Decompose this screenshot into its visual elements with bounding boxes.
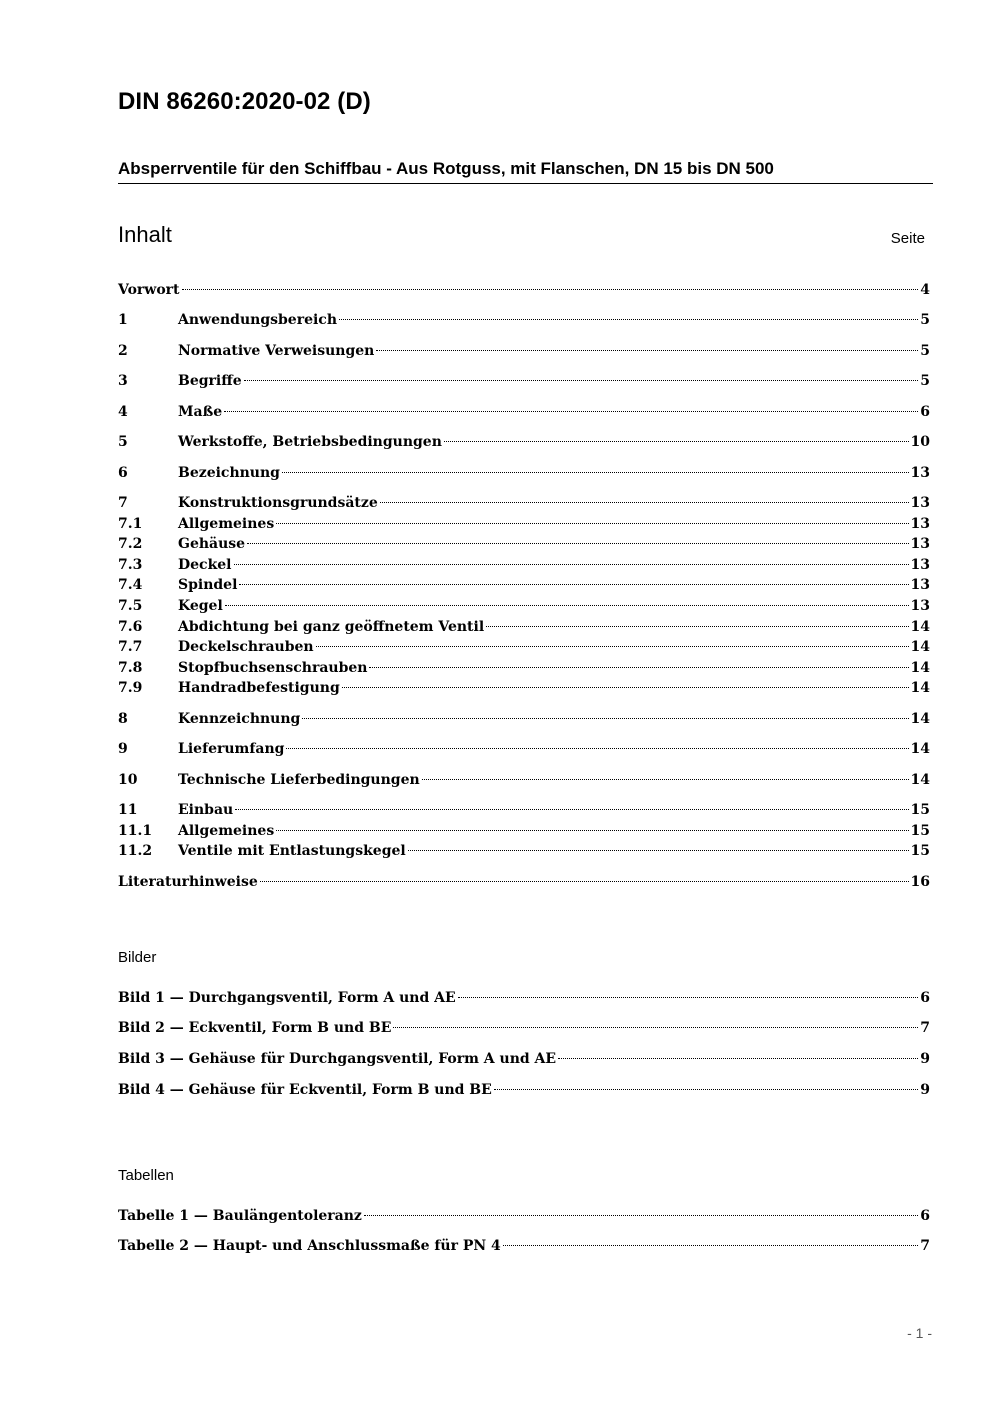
entry-number: 7.2 — [118, 536, 143, 552]
entry-page: 7 — [920, 1238, 930, 1254]
toc-entry[interactable] — [118, 402, 930, 422]
entry-title: Werkstoffe, Betriebsbedingungen — [178, 434, 442, 450]
entry-title: Deckel — [178, 557, 232, 573]
page-column-heading: Seite — [890, 230, 925, 247]
toc-entry[interactable] — [118, 617, 930, 637]
entry-page: 13 — [910, 598, 930, 614]
dot-leader — [380, 502, 909, 503]
toc-entry[interactable] — [118, 739, 930, 759]
dot-leader — [342, 687, 909, 688]
dot-leader — [376, 350, 918, 351]
dot-leader — [182, 289, 919, 290]
figure-entry[interactable] — [118, 1080, 930, 1100]
entry-page: 14 — [910, 660, 930, 676]
entry-page: 14 — [910, 741, 930, 757]
entry-number: 11 — [118, 802, 138, 818]
dot-leader — [302, 718, 908, 719]
entry-page: 5 — [920, 312, 930, 328]
entry-number: 7.9 — [118, 680, 143, 696]
dot-leader — [422, 779, 909, 780]
dot-leader — [247, 543, 908, 544]
entry-number: 7.4 — [118, 577, 143, 593]
tables-heading: Tabellen — [118, 1167, 174, 1184]
entry-number: 11.1 — [118, 823, 153, 839]
dot-leader — [276, 830, 908, 831]
toc-entry[interactable] — [118, 341, 930, 361]
entry-title: Abdichtung bei ganz geöffnetem Ventil — [178, 619, 485, 635]
toc-entry[interactable] — [118, 709, 930, 729]
toc-entry[interactable] — [118, 658, 930, 678]
entry-title: Einbau — [178, 802, 234, 818]
toc-entry[interactable] — [118, 371, 930, 391]
entry-title: Handradbefestigung — [178, 680, 340, 696]
entry-title: Technische Lieferbedingungen — [178, 772, 420, 788]
toc-entry[interactable] — [118, 534, 930, 554]
entry-title: Allgemeines — [178, 516, 275, 532]
entry-title: Stopfbuchsenschrauben — [178, 660, 368, 676]
entry-title: Bild 3 — Gehäuse für Durchgangsventil, Form A und AE — [118, 1051, 557, 1067]
entry-number: 3 — [118, 373, 128, 389]
entry-page: 9 — [920, 1051, 930, 1067]
entry-title: Konstruktionsgrundsätze — [178, 495, 378, 511]
entry-title: Normative Verweisungen — [178, 343, 375, 359]
entry-page: 5 — [920, 373, 930, 389]
entry-number: 6 — [118, 465, 128, 481]
entry-page: 14 — [910, 711, 930, 727]
entry-number: 2 — [118, 343, 128, 359]
entry-page: 14 — [910, 619, 930, 635]
dot-leader — [458, 997, 919, 998]
entry-page: 13 — [910, 577, 930, 593]
dot-leader — [276, 523, 908, 524]
entry-page: 13 — [910, 557, 930, 573]
dot-leader — [260, 881, 909, 882]
dot-leader — [225, 605, 909, 606]
dot-leader — [286, 748, 908, 749]
toc-entry[interactable] — [118, 575, 930, 595]
toc-entry[interactable] — [118, 280, 930, 300]
entry-number: 1 — [118, 312, 128, 328]
entry-page: 9 — [920, 1082, 930, 1098]
toc-entry[interactable] — [118, 770, 930, 790]
toc-entry[interactable] — [118, 872, 930, 892]
entry-number: 7.1 — [118, 516, 143, 532]
entry-number: 7.3 — [118, 557, 143, 573]
document-id: DIN 86260:2020-02 (D) — [118, 88, 371, 115]
entry-number: 4 — [118, 404, 128, 420]
entry-title: Bezeichnung — [178, 465, 280, 481]
entry-page: 6 — [920, 1208, 930, 1224]
entry-title: Bild 1 — Durchgangsventil, Form A und AE — [118, 990, 456, 1006]
entry-page: 14 — [910, 639, 930, 655]
toc-entry[interactable] — [118, 821, 930, 841]
dot-leader — [444, 441, 909, 442]
dot-leader — [239, 584, 908, 585]
entry-page: 13 — [910, 495, 930, 511]
toc-entry[interactable] — [118, 800, 930, 820]
entry-title: Spindel — [178, 577, 238, 593]
figures-heading: Bilder — [118, 949, 157, 966]
entry-number: 7.7 — [118, 639, 143, 655]
entry-number: 10 — [118, 772, 138, 788]
entry-title: Lieferumfang — [178, 741, 285, 757]
figure-entry[interactable] — [118, 1049, 930, 1069]
toc-entry[interactable] — [118, 637, 930, 657]
entry-title: Begriffe — [178, 373, 242, 389]
entry-number: 5 — [118, 434, 128, 450]
toc-entry[interactable] — [118, 555, 930, 575]
toc-entry[interactable] — [118, 841, 930, 861]
dot-leader — [494, 1089, 918, 1090]
entry-title: Bild 2 — Eckventil, Form B und BE — [118, 1020, 392, 1036]
dot-leader — [408, 850, 909, 851]
toc-entry[interactable] — [118, 493, 930, 513]
entry-page: 14 — [910, 772, 930, 788]
entry-page: 6 — [920, 404, 930, 420]
entry-page: 6 — [920, 990, 930, 1006]
entry-page: 10 — [910, 434, 930, 450]
entry-title: Literaturhinweise — [118, 874, 258, 890]
entry-title: Maße — [178, 404, 223, 420]
entry-title: Allgemeines — [178, 823, 275, 839]
entry-number: 7.8 — [118, 660, 143, 676]
entry-page: 5 — [920, 343, 930, 359]
dot-leader — [244, 380, 919, 381]
entry-title: Anwendungsbereich — [178, 312, 337, 328]
entry-number: 7 — [118, 495, 128, 511]
dot-leader — [486, 626, 908, 627]
toc-entry[interactable] — [118, 596, 930, 616]
entry-page: 13 — [910, 536, 930, 552]
entry-number: 11.2 — [118, 843, 153, 859]
dot-leader — [364, 1215, 918, 1216]
entry-title: Kennzeichnung — [178, 711, 301, 727]
page-number: - 1 - — [907, 1325, 932, 1341]
entry-number: 9 — [118, 741, 128, 757]
dot-leader — [234, 564, 909, 565]
entry-title: Tabelle 1 — Baulängentoleranz — [118, 1208, 362, 1224]
entry-title: Gehäuse — [178, 536, 246, 552]
entry-title: Vorwort — [118, 282, 180, 298]
toc-entry[interactable] — [118, 310, 930, 330]
toc-entry[interactable] — [118, 678, 930, 698]
entry-number: 7.5 — [118, 598, 143, 614]
table-entry[interactable] — [118, 1236, 930, 1256]
dot-leader — [235, 809, 908, 810]
dot-leader — [282, 472, 909, 473]
dot-leader — [393, 1027, 918, 1028]
toc-entry[interactable] — [118, 432, 930, 452]
entry-title: Ventile mit Entlastungskegel — [178, 843, 406, 859]
table-entry[interactable] — [118, 1206, 930, 1226]
figure-entry[interactable] — [118, 1018, 930, 1038]
toc-entry[interactable] — [118, 463, 930, 483]
entry-page: 15 — [910, 802, 930, 818]
figure-entry[interactable] — [118, 988, 930, 1008]
entry-page: 13 — [910, 465, 930, 481]
entry-title: Kegel — [178, 598, 223, 614]
entry-page: 4 — [920, 282, 930, 298]
dot-leader — [558, 1058, 918, 1059]
entry-number: 8 — [118, 711, 128, 727]
entry-page: 15 — [910, 823, 930, 839]
entry-page: 13 — [910, 516, 930, 532]
entry-number: 7.6 — [118, 619, 143, 635]
dot-leader — [369, 667, 908, 668]
entry-title: Deckelschrauben — [178, 639, 314, 655]
entry-page: 15 — [910, 843, 930, 859]
dot-leader — [224, 411, 918, 412]
toc-entry[interactable] — [118, 514, 930, 534]
toc-heading: Inhalt — [118, 222, 172, 247]
dot-leader — [316, 646, 909, 647]
entry-title: Tabelle 2 — Haupt- und Anschlussmaße für PN 4 — [118, 1238, 501, 1254]
entry-page: 16 — [910, 874, 930, 890]
document-subtitle: Absperrventile für den Schiffbau - Aus Rotguss, mit Flanschen, DN 15 bis DN 500 — [118, 159, 933, 184]
dot-leader — [339, 319, 918, 320]
entry-title: Bild 4 — Gehäuse für Eckventil, Form B und BE — [118, 1082, 492, 1098]
dot-leader — [503, 1245, 918, 1246]
entry-page: 14 — [910, 680, 930, 696]
entry-page: 7 — [920, 1020, 930, 1036]
